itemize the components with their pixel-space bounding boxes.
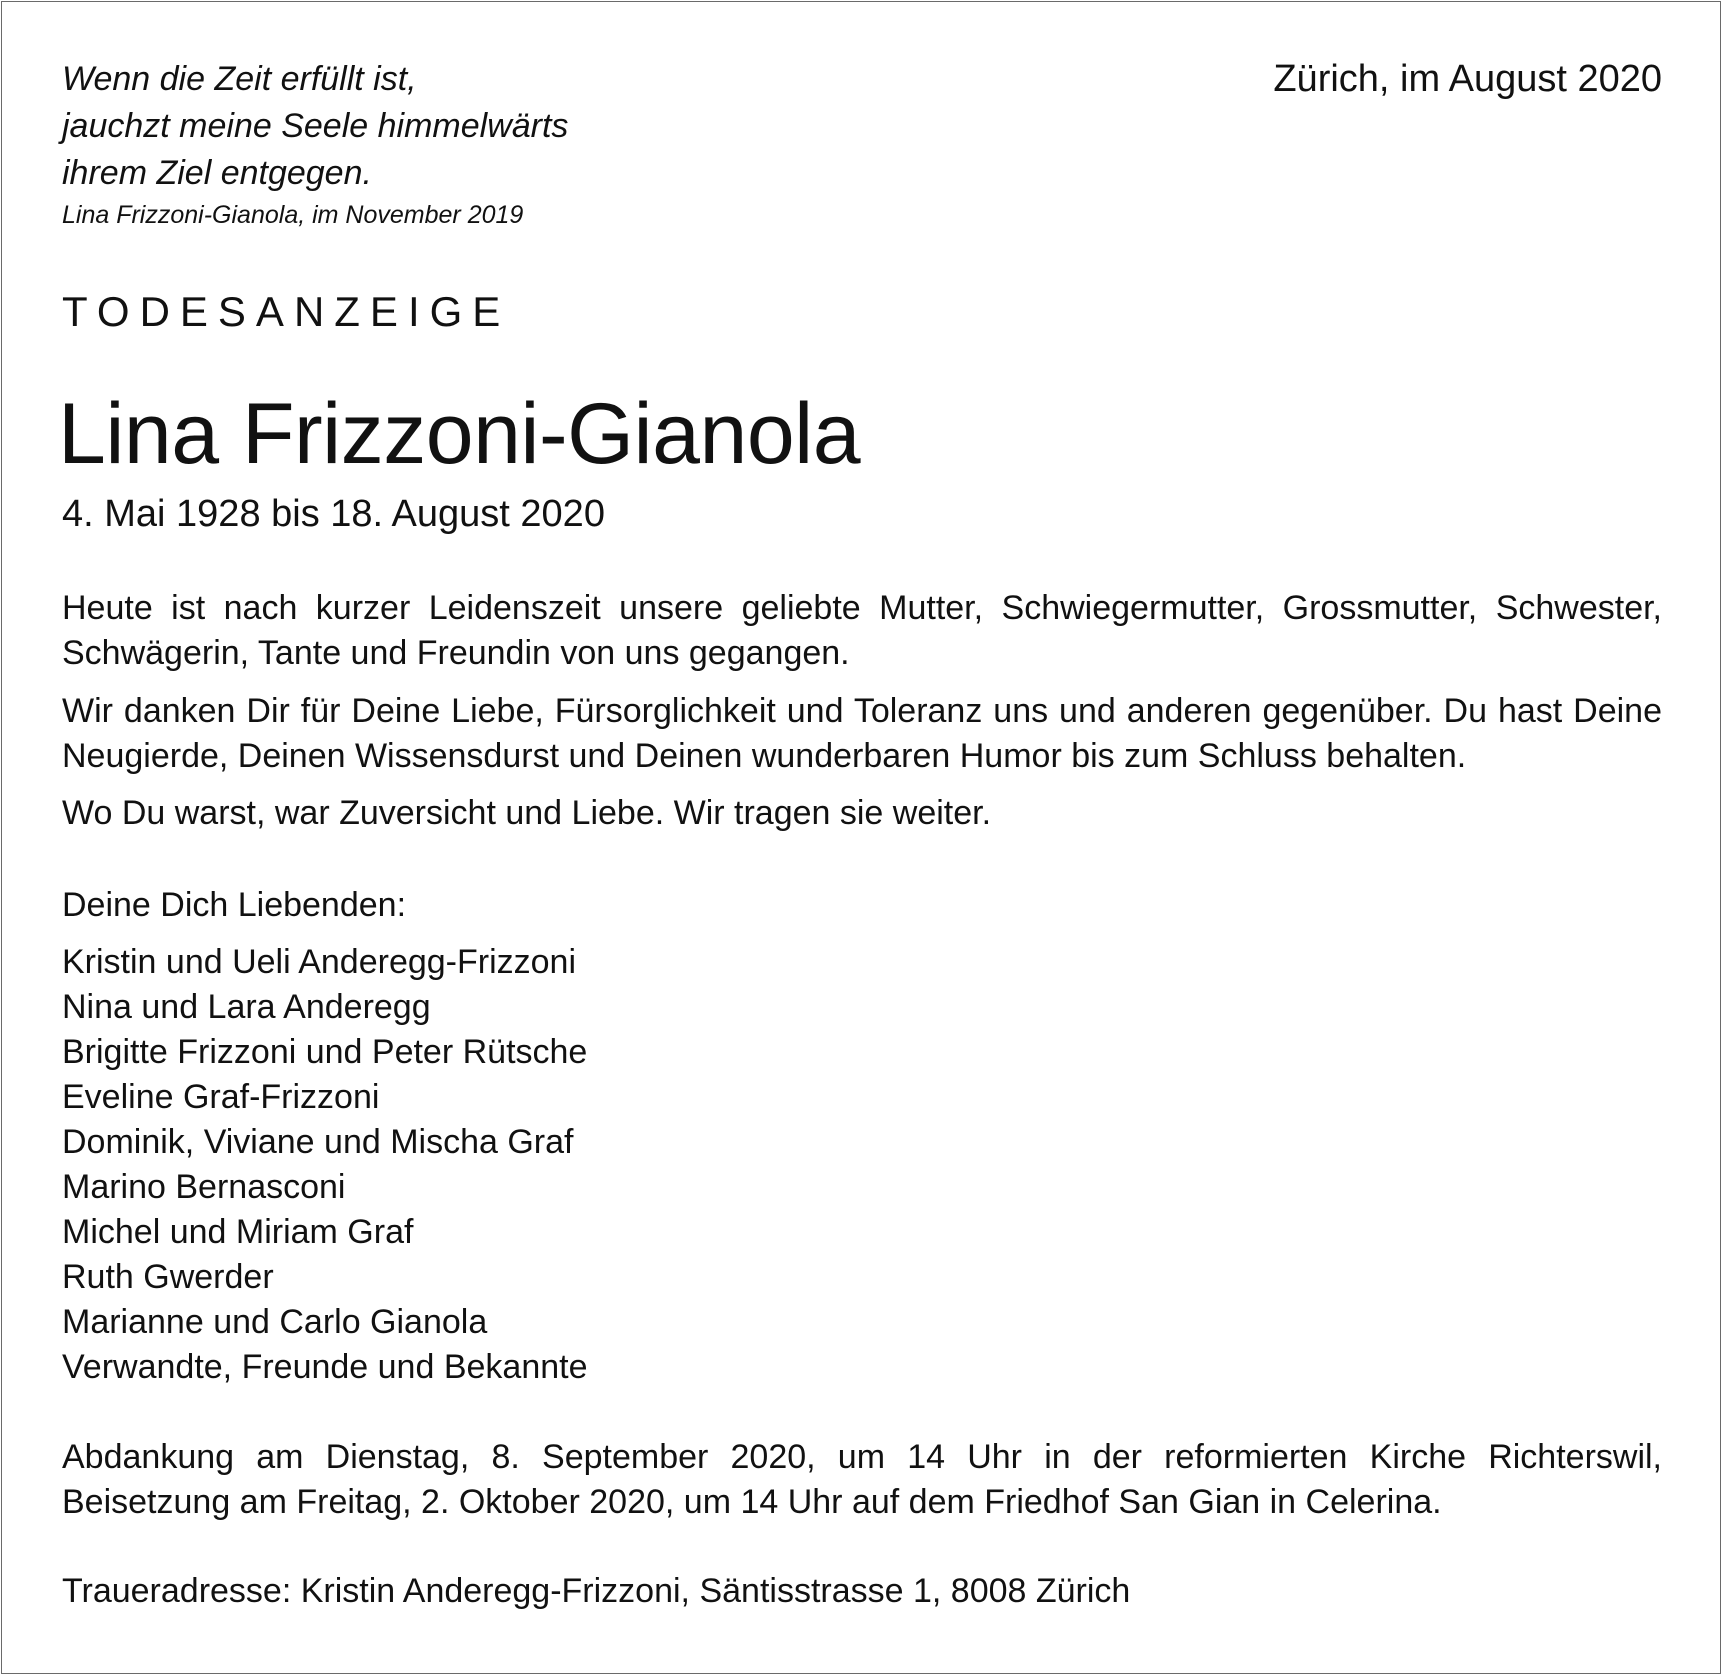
place-and-date: Zürich, im August 2020 — [1273, 58, 1662, 100]
list-item: Brigitte Frizzoni und Peter Rütsche — [62, 1033, 588, 1071]
burial-line: Beisetzung am Freitag, 2. Oktober 2020, um 14 Uhr auf dem Friedhof San Gian in Celerina. — [62, 1483, 1442, 1521]
mourning-address: Traueradresse: Kristin Anderegg-Frizzoni, Säntisstrasse 1, 8008 Zürich — [62, 1572, 1131, 1610]
life-dates: 4. Mai 1928 bis 18. August 2020 — [62, 493, 605, 535]
list-item: Ruth Gwerder — [62, 1258, 274, 1296]
ceremony-details — [62, 1435, 1662, 1525]
list-item: Marino Bernasconi — [62, 1168, 346, 1206]
list-item: Marianne und Carlo Gianola — [62, 1303, 488, 1341]
quote-line: jauchzt meine Seele himmelwärts — [62, 107, 569, 145]
mourners-intro: Deine Dich Liebenden: — [62, 886, 407, 924]
notice-border — [1, 1, 1721, 1674]
list-item: Dominik, Viviane und Mischa Graf — [62, 1123, 574, 1161]
announcement-paragraph: Heute ist nach kurzer Leidenszeit unsere geliebte Mutter, Schwiegermutter, Grossmutter, Schwester, Schwägerin, Tante und Freundin von uns gegangen. — [62, 589, 1662, 672]
closing-paragraph: Wo Du warst, war Zuversicht und Liebe. Wir tragen sie weiter. — [62, 794, 992, 832]
list-item: Kristin und Ueli Anderegg-Frizzoni — [62, 943, 577, 981]
thanks-paragraph: Wir danken Dir für Deine Liebe, Fürsorglichkeit und Toleranz uns und anderen gegenüber. Du hast Deine Neugierde, Deinen Wissensdurst und Deinen wunderbaren Humor bis zum Schluss behalten. — [62, 692, 1662, 775]
quote-line: Wenn die Zeit erfüllt ist, — [62, 60, 417, 98]
list-item: Michel und Miriam Graf — [62, 1213, 414, 1251]
mourners-list — [62, 940, 588, 1390]
list-item: Verwandte, Freunde und Bekannte — [62, 1348, 588, 1386]
quote-line: ihrem Ziel entgegen. — [62, 154, 372, 192]
list-item: Eveline Graf-Frizzoni — [62, 1078, 380, 1116]
list-item: Nina und Lara Anderegg — [62, 988, 431, 1026]
funeral-service-line: Abdankung am Dienstag, 8. September 2020, um 14 Uhr in der reformierten Kirche Richterswil, — [62, 1438, 1662, 1476]
epigraph-quote — [62, 56, 862, 231]
quote-attribution: Lina Frizzoni-Gianola, im November 2019 — [62, 201, 524, 229]
notice-heading: TODESANZEIGE — [62, 288, 511, 335]
deceased-name: Lina Frizzoni-Gianola — [58, 386, 861, 482]
